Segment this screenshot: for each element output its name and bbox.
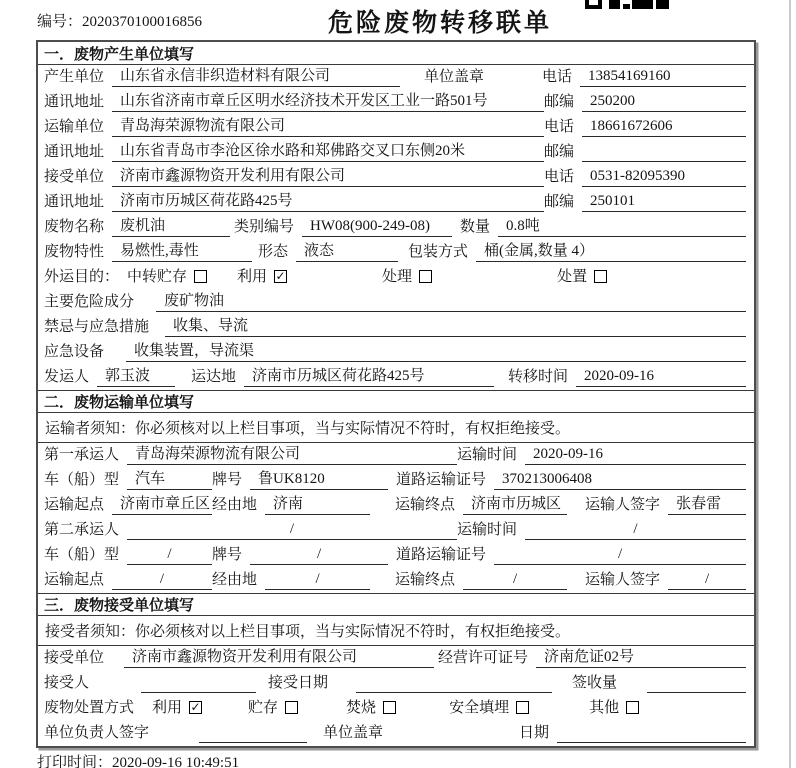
section-heading: 三．废物接受单位填写 xyxy=(38,593,754,616)
second-origin-field: / xyxy=(112,569,212,590)
field-label: 外运目的： xyxy=(44,269,120,285)
field-label: 车（船）型 xyxy=(44,547,120,563)
empty-checkbox-icon xyxy=(626,701,639,714)
field-label: 邮编 xyxy=(544,144,575,160)
transporter-unit-field: 青岛海荣源物流有限公司 xyxy=(112,116,544,137)
checkbox-label: 利用 xyxy=(152,700,183,716)
section-note: 接受者须知：你必须核对以上栏目事项，当与实际情况不符时，有权拒绝接受。 xyxy=(38,616,754,646)
spacer xyxy=(567,514,585,515)
section-note: 运输者须知：你必须核对以上栏目事项，当与实际情况不符时，有权拒绝接受。 xyxy=(38,413,754,443)
transporter-address-field: 山东省青岛市李沧区徐水路和郑佛路交叉口东侧20米 xyxy=(112,141,544,162)
consignor-field: 郭玉波 xyxy=(97,366,175,387)
checkbox-label: 利用 xyxy=(237,269,268,285)
second-carrier-signature-field: / xyxy=(668,569,746,590)
spacer xyxy=(287,286,382,287)
spacer xyxy=(625,692,647,693)
spacer xyxy=(112,667,124,668)
spacer xyxy=(396,717,449,718)
form-row xyxy=(38,140,754,165)
qr-block xyxy=(623,4,630,9)
accept-seal-date-field xyxy=(557,722,746,743)
field-label: 废物名称 xyxy=(44,219,105,235)
producer-address-field: 山东省济南市章丘区明水经济技术开发区工业一路501号 xyxy=(112,91,544,112)
purpose-transfer-storage-checkbox xyxy=(127,267,207,287)
field-label: 运输终点 xyxy=(395,572,456,588)
form-row xyxy=(38,671,754,696)
qr-block xyxy=(656,0,669,9)
spacer xyxy=(202,717,248,718)
first-transport-date-field: 2020-09-16 xyxy=(525,444,746,465)
empty-checkbox-icon xyxy=(419,270,432,283)
field-label: 运输人签字 xyxy=(585,572,661,588)
section-heading: 二．废物运输单位填写 xyxy=(38,390,754,413)
form-row xyxy=(38,696,754,721)
field-label: 类别编号 xyxy=(234,219,295,235)
form-row xyxy=(38,240,754,265)
first-carrier-signature-field: 张春雷 xyxy=(668,494,746,515)
field-label: 第二承运人 xyxy=(44,522,120,538)
spacer xyxy=(307,742,323,743)
qr-block xyxy=(585,0,602,9)
field-label: 签收量 xyxy=(572,675,618,691)
field-label: 运输终点 xyxy=(395,497,456,513)
field-label: 经由地 xyxy=(212,497,258,513)
first-plate-number-field: 鲁UK8120 xyxy=(250,469,388,490)
accepting-unit-seal-label: 单位盖章 xyxy=(323,725,384,741)
form-row xyxy=(38,65,754,90)
checkbox-label: 处理 xyxy=(382,269,413,285)
first-carrier-field: 青岛海荣源物流有限公司 xyxy=(127,444,457,465)
main-hazard-component-field: 废矿物油 xyxy=(156,291,746,312)
spacer xyxy=(494,386,508,387)
purpose-treatment-checkbox xyxy=(382,267,432,287)
form-row xyxy=(38,493,754,518)
empty-checkbox-icon xyxy=(194,270,207,283)
field-label: 接受日期 xyxy=(268,675,329,691)
field-label: 接受单位 xyxy=(44,169,105,185)
field-label: 运达地 xyxy=(191,369,237,385)
form-row xyxy=(38,543,754,568)
print-time-label: 打印时间： xyxy=(37,755,113,768)
spacer xyxy=(388,489,396,490)
spacer xyxy=(400,86,424,87)
receiver-address-field: 济南市历城区荷花路425号 xyxy=(112,191,544,212)
spacer xyxy=(432,286,557,287)
empty-checkbox-icon xyxy=(383,701,396,714)
field-label: 电话 xyxy=(542,69,573,85)
disposal-other-checkbox xyxy=(589,698,639,718)
field-label: 形态 xyxy=(258,244,289,260)
form-row xyxy=(38,290,754,315)
field-label: 运输起点 xyxy=(44,497,105,513)
checkbox-label: 贮存 xyxy=(248,700,279,716)
first-vehicle-type-field: 汽车 xyxy=(127,469,212,490)
spacer xyxy=(256,692,268,693)
field-label: 电话 xyxy=(544,169,575,185)
doc-number-label: 编号： xyxy=(37,14,83,30)
spacer xyxy=(157,336,165,337)
field-label: 单位负责人签字 xyxy=(44,725,150,741)
second-terminus-field: / xyxy=(463,569,567,590)
second-via-field: / xyxy=(265,569,370,590)
unit-seal-label: 单位盖章 xyxy=(424,69,485,85)
form-row xyxy=(38,340,754,365)
received-quantity-field xyxy=(647,672,746,693)
field-label: 包装方式 xyxy=(408,244,469,260)
field-label: 数量 xyxy=(460,219,491,235)
doc-number xyxy=(37,10,202,31)
accept-date-field xyxy=(356,672,552,693)
qr-block xyxy=(632,0,653,9)
second-vehicle-type-field: / xyxy=(127,544,212,565)
form-row xyxy=(38,215,754,240)
spacer xyxy=(391,742,519,743)
form-row xyxy=(38,568,754,593)
qr-code-icon xyxy=(585,0,669,11)
field-label: 电话 xyxy=(544,119,575,135)
disposal-use-checkbox xyxy=(152,698,202,718)
spacer xyxy=(112,361,126,362)
disposal-incineration-checkbox xyxy=(346,698,396,718)
form-row xyxy=(38,90,754,115)
field-label: 禁忌与应急措施 xyxy=(44,319,150,335)
purpose-disposal-checkbox xyxy=(557,267,607,287)
field-label: 接受人 xyxy=(44,675,90,691)
form-row xyxy=(38,265,754,290)
field-label: 转移时间 xyxy=(508,369,569,385)
acceptor-field xyxy=(141,672,256,693)
waste-quantity-field: 0.8吨 xyxy=(498,216,746,237)
field-label: 经营许可证号 xyxy=(438,650,529,666)
transfer-date-field: 2020-09-16 xyxy=(576,366,746,387)
disposal-landfill-checkbox xyxy=(449,698,529,718)
qr-block xyxy=(609,0,620,9)
form-row xyxy=(38,365,754,390)
spacer xyxy=(298,717,346,718)
field-label: 运输人签字 xyxy=(585,497,661,513)
producer-unit-field: 山东省永信非织造材料有限公司 xyxy=(112,66,400,87)
field-label: 道路运输证号 xyxy=(396,472,487,488)
field-label: 邮编 xyxy=(544,194,575,210)
form-row xyxy=(38,721,754,746)
field-label: 运输单位 xyxy=(44,119,105,135)
emergency-measures-field: 收集、导流 xyxy=(165,316,746,337)
destination-field: 济南市历城区荷花路425号 xyxy=(244,366,494,387)
checkbox-label: 焚烧 xyxy=(346,700,377,716)
page-title: 危险废物转移联单 xyxy=(328,10,553,37)
field-label: 运输时间 xyxy=(457,522,518,538)
waste-form-field: 液态 xyxy=(296,241,398,262)
spacer xyxy=(336,692,356,693)
spacer xyxy=(388,564,396,565)
spacer xyxy=(97,692,141,693)
field-label: 牌号 xyxy=(212,547,243,563)
checkbox-label: 安全填埋 xyxy=(449,700,510,716)
disposal-storage-checkbox xyxy=(248,698,298,718)
second-transport-date-field: / xyxy=(525,519,746,540)
emergency-equipment-field: 收集装置，导流渠 xyxy=(126,341,746,362)
checkbox-label: 中转贮存 xyxy=(127,269,188,285)
spacer xyxy=(142,717,152,718)
spacer xyxy=(370,589,395,590)
form-row xyxy=(38,315,754,340)
form-row xyxy=(38,468,754,493)
field-label: 运输起点 xyxy=(44,572,105,588)
field-label: 通讯地址 xyxy=(44,194,105,210)
form-row xyxy=(38,518,754,543)
form-table xyxy=(36,40,756,748)
field-label: 接受单位 xyxy=(44,650,105,666)
field-label: 废物特性 xyxy=(44,244,105,260)
field-label: 通讯地址 xyxy=(44,94,105,110)
field-label: 第一承运人 xyxy=(44,447,120,463)
first-road-permit-field: 370213006408 xyxy=(494,469,746,490)
field-label: 产生单位 xyxy=(44,69,105,85)
doc-number-value: 2020370100016856 xyxy=(82,14,203,30)
page-edge-divider xyxy=(789,0,791,768)
print-time-value: 2020-09-16 10:49:51 xyxy=(112,755,240,768)
first-origin-field: 济南市章丘区 xyxy=(112,494,212,515)
form-row xyxy=(38,115,754,140)
spacer xyxy=(552,692,572,693)
spacer xyxy=(175,386,191,387)
second-road-permit-field: / xyxy=(494,544,746,565)
spacer xyxy=(398,261,408,262)
form-row xyxy=(38,646,754,671)
producer-phone-field: 13854169160 xyxy=(580,66,746,87)
transporter-postcode-field xyxy=(582,141,746,162)
unit-head-signature-field xyxy=(199,722,307,743)
packing-method-field: 桶(金属,数量 4） xyxy=(476,241,746,262)
first-via-field: 济南 xyxy=(265,494,370,515)
field-label: 日期 xyxy=(519,725,550,741)
section-heading: 一．废物产生单位填写 xyxy=(38,42,754,65)
receiver-phone-field: 0531-82095390 xyxy=(582,166,746,187)
license-number-field: 济南危证02号 xyxy=(536,647,746,668)
field-label: 通讯地址 xyxy=(44,144,105,160)
field-label: 邮编 xyxy=(544,94,575,110)
empty-checkbox-icon xyxy=(516,701,529,714)
receiver-postcode-field: 250101 xyxy=(582,191,746,212)
waste-trait-field: 易燃性,毒性 xyxy=(112,241,252,262)
field-label: 车（船）型 xyxy=(44,472,120,488)
field-label: 发运人 xyxy=(44,369,90,385)
checked-checkbox-icon: ✓ xyxy=(275,269,286,283)
second-carrier-field: / xyxy=(127,519,457,540)
spacer xyxy=(567,589,585,590)
waste-name-field: 废机油 xyxy=(112,216,230,237)
empty-checkbox-icon xyxy=(594,270,607,283)
producer-postcode-field: 250200 xyxy=(582,91,746,112)
spacer xyxy=(142,311,156,312)
field-label: 废物处置方式 xyxy=(44,700,135,716)
accepting-unit-field: 济南市鑫源物资开发利用有限公司 xyxy=(124,647,434,668)
spacer xyxy=(452,236,460,237)
receiver-unit-field: 济南市鑫源物资开发利用有限公司 xyxy=(112,166,544,187)
form-row xyxy=(38,190,754,215)
field-label: 主要危险成分 xyxy=(44,294,135,310)
form-row xyxy=(38,165,754,190)
field-label: 道路运输证号 xyxy=(396,547,487,563)
spacer xyxy=(157,742,199,743)
checkbox-label: 处置 xyxy=(557,269,588,285)
field-label: 应急设备 xyxy=(44,344,105,360)
transporter-phone-field: 18661672606 xyxy=(582,116,746,137)
field-label: 经由地 xyxy=(212,572,258,588)
second-plate-number-field: / xyxy=(250,544,388,565)
checked-checkbox-icon: ✓ xyxy=(190,700,201,714)
waste-category-code-field: HW08(900-249-08) xyxy=(302,216,452,237)
form-row xyxy=(38,443,754,468)
field-label: 牌号 xyxy=(212,472,243,488)
spacer xyxy=(207,286,237,287)
empty-checkbox-icon xyxy=(285,701,298,714)
field-label: 运输时间 xyxy=(457,447,518,463)
print-time xyxy=(37,751,239,768)
first-terminus-field: 济南市历城区 xyxy=(463,494,567,515)
spacer xyxy=(492,86,542,87)
spacer xyxy=(529,717,589,718)
checkbox-label: 其他 xyxy=(589,700,620,716)
purpose-use-checkbox xyxy=(237,267,287,287)
spacer xyxy=(370,514,395,515)
